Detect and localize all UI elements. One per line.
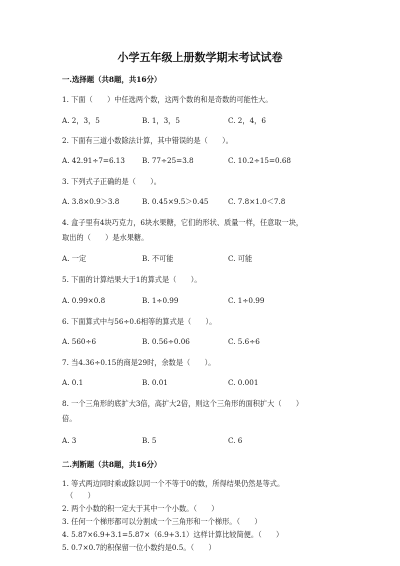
judgement-item-1-line2: （ ）	[66, 491, 95, 500]
judgement-item-3: 3. 任何一个梯形都可以分割成一个三角形和一个梯形。（ ）	[62, 517, 262, 526]
question-text-line1: 8. 一个三角形的底扩大3倍，高扩大2倍，则这个三角形的面积扩大（ ）	[62, 399, 304, 408]
judgement-item-4: 4. 5.87×6.9+3.1=5.87×（6.9+3.1）这样计算比较简便。（ ）	[62, 530, 284, 539]
option-c: C. 可能	[228, 254, 253, 263]
option-b: B. 0.45×9.5＞0.45	[142, 197, 209, 206]
option-c: C. 6	[228, 436, 243, 445]
option-c: C. 0.001	[228, 378, 259, 387]
question-text: 7. 当4.36÷0.15的商是29时，余数是（ ）。	[62, 358, 216, 367]
option-a: A. 560÷6	[62, 337, 97, 346]
question-text: 6. 下面算式中与56÷0.6相等的算式是（ ）。	[62, 317, 217, 326]
option-a: A. 2，3，5	[62, 116, 100, 125]
option-b: B. 1÷0.99	[142, 296, 179, 305]
question-text-line2: 倍。	[62, 414, 77, 423]
option-b: B. 5	[142, 436, 157, 445]
option-b: B. 1，3，5	[142, 116, 180, 125]
question-text-line2: 取出的（ ）是水果糖。	[62, 233, 149, 242]
option-b: B. 0.56÷0.06	[142, 337, 190, 346]
judgement-item-2: 2. 两个小数的积一定大于其中一个小数。（ ）	[62, 504, 219, 513]
section-heading-choice: 一.选择题（共8题，共16分）	[62, 75, 162, 84]
judgement-item-5: 5. 0.7×0.7的积保留一位小数约是0.5。（ ）	[62, 543, 216, 552]
option-c: C. 10.2÷15=0.68	[228, 156, 292, 165]
option-c: C. 1÷0.99	[228, 296, 265, 305]
question-text-line1: 4. 盒子里有4块巧克力，6块水果糖，它们的形状、质量一样，任意取一块，	[62, 218, 304, 227]
question-text: 5. 下面的计算结果大于1的算式是（ ）。	[62, 275, 202, 284]
option-b: B. 0.01	[142, 378, 168, 387]
question-text: 2. 下面有三道小数除法计算，其中错误的是（ ）。	[62, 136, 233, 145]
page-title: 小学五年级上册数学期末考试试卷	[117, 51, 283, 64]
option-a: A. 0.1	[62, 378, 84, 387]
option-a: A. 3	[62, 436, 77, 445]
option-a: A. 0.99×0.8	[62, 296, 106, 305]
question-text: 1. 下面（ ）中任选两个数，这两个数的和是奇数的可能性大。	[62, 95, 273, 104]
option-b: B. 不可能	[142, 254, 174, 263]
option-b: B. 77÷25=3.8	[142, 156, 194, 165]
option-c: C. 7.8×1.0＜7.8	[228, 197, 286, 206]
question-text: 3. 下列式子正确的是（ ）。	[62, 177, 161, 186]
judgement-item-1-line1: 1. 等式两边同时乘或除以同一个不等于0的数，所得结果仍然是等式。	[62, 479, 285, 488]
option-c: C. 5.6÷6	[228, 337, 260, 346]
option-c: C. 2，4，6	[228, 116, 266, 125]
option-a: A. 3.8×0.9＞3.8	[62, 197, 120, 206]
section-heading-judgement: 二.判断题（共8题，共16分）	[62, 460, 162, 469]
option-a: A. 42.91÷7=6.13	[62, 156, 125, 165]
option-a: A. 一定	[62, 254, 87, 263]
